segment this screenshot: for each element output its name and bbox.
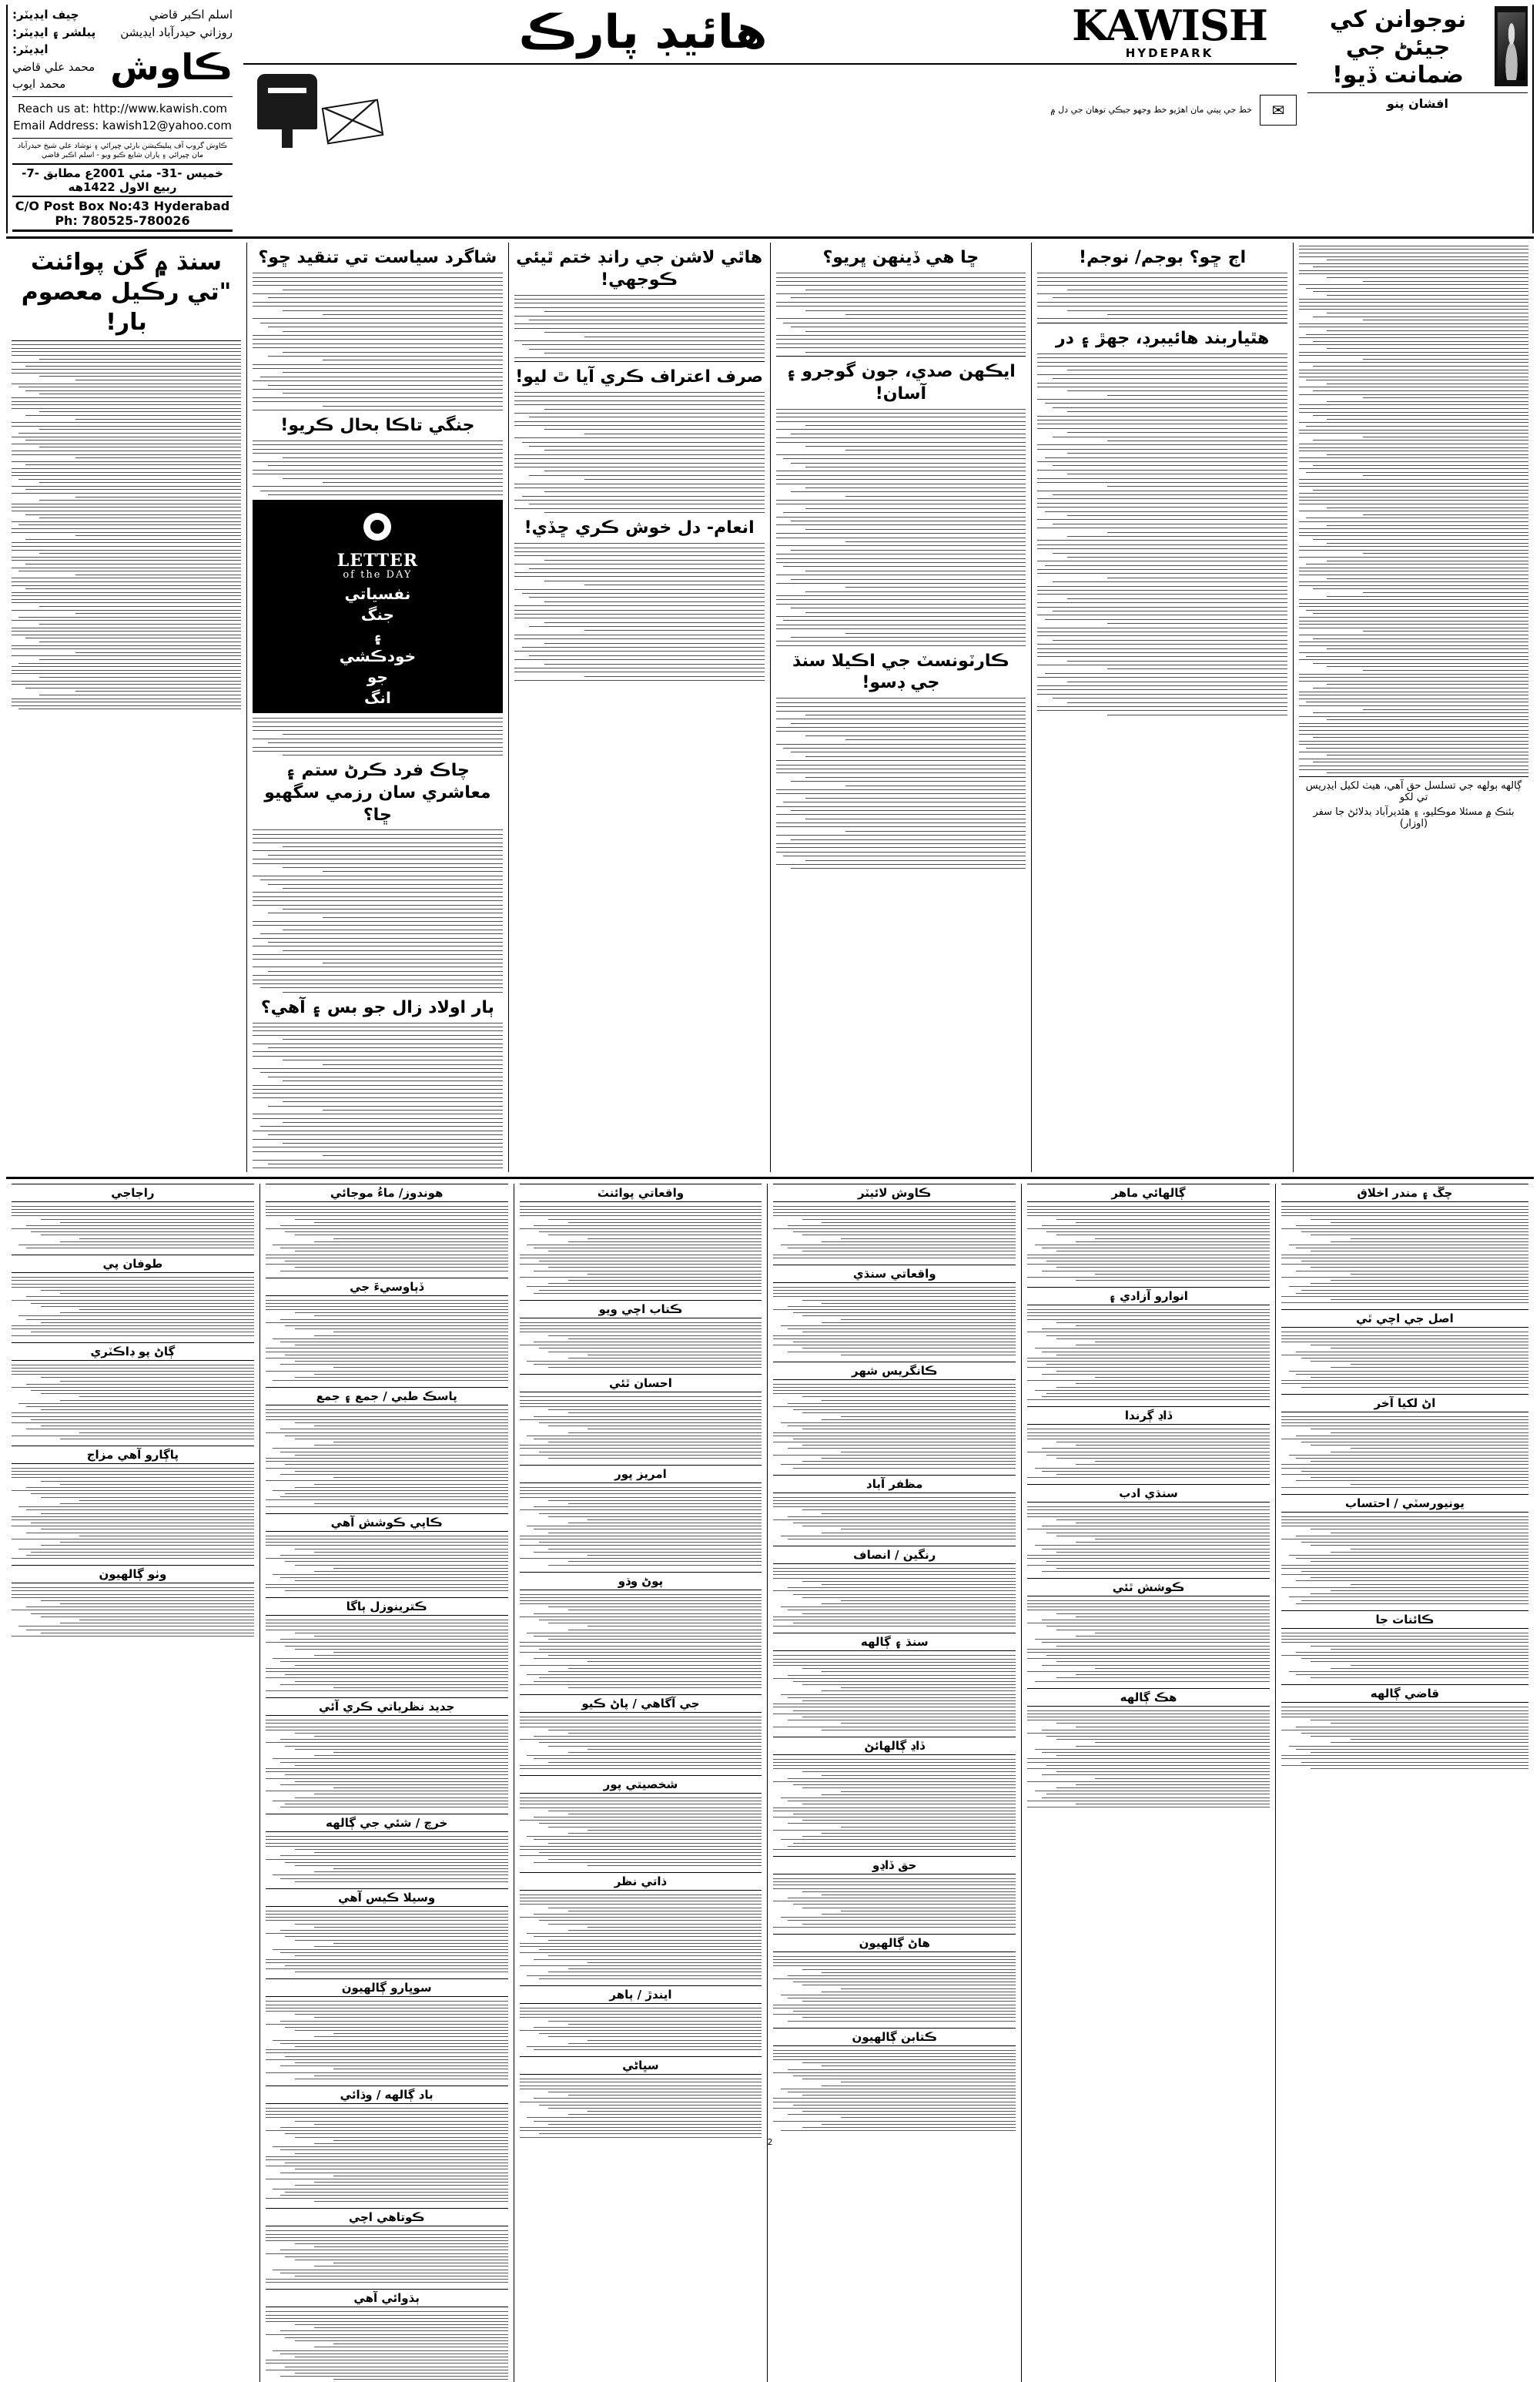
letter-heading[interactable]: احسان ٿئي	[520, 1374, 762, 1392]
letter-heading[interactable]: سنڌي ادب	[1027, 1484, 1270, 1503]
letter-body	[1027, 1710, 1270, 1808]
column-lead-right	[6, 243, 246, 1172]
email-line[interactable]: Email Address: kawish12@yahoo.com	[13, 119, 232, 132]
letter-heading[interactable]: هاڻ ڳالهيون	[773, 1934, 1016, 1952]
letters-column-6	[1276, 1184, 1534, 2382]
column-divider	[1275, 1184, 1276, 2382]
mailbox-illustration	[243, 68, 386, 152]
feature-body-text	[1299, 246, 1528, 773]
postbox-line: C/O Post Box No:43 Hyderabad Ph: 780525-780026	[12, 197, 233, 232]
letter-heading[interactable]: ذاتي نظر	[520, 1872, 762, 1891]
letter-heading[interactable]: قاضي ڳالهه	[1281, 1684, 1528, 1703]
col-d-headline-2[interactable]: ايڪهن صدي، جون گوجرو ۽ آسان!	[785, 361, 1016, 404]
letter-heading[interactable]: هڪ ڳالهه	[1027, 1688, 1270, 1707]
letter-heading[interactable]: ڪانگريس شهر	[773, 1362, 1016, 1380]
seal-icon	[355, 504, 400, 549]
letter-heading[interactable]: واقعاتي سنڌي	[773, 1265, 1016, 1283]
column-divider	[508, 243, 509, 1172]
kawish-english-logo: KAWISH	[1072, 1, 1267, 50]
letter-heading[interactable]: ڪوشش ٿئي	[1027, 1578, 1270, 1596]
letter-body	[520, 1322, 762, 1369]
letter-body	[266, 1300, 508, 1382]
letter-body	[520, 1594, 762, 1688]
letter-heading[interactable]: باد ڳالهه / وڌائي	[266, 2086, 508, 2104]
feature-footnote-1: ڳالهه ٻولهه جي تسلسل حق آهي، هيٺ لکيل ايڊريس تي لکو	[1305, 780, 1522, 804]
letter-body	[12, 1587, 254, 1637]
letter-heading[interactable]: ڪتابن ڳالهيون	[773, 2028, 1016, 2046]
letter-body	[773, 1384, 1016, 1469]
letter-body	[520, 1797, 762, 1866]
column-divider	[1031, 243, 1032, 1172]
lead-body-text	[12, 344, 241, 709]
letter-heading[interactable]: پوڻ وڌو	[520, 1572, 762, 1590]
editor-label-publisher: پبلشر ۽ ايڊيٽر:	[12, 25, 96, 39]
letter-body	[773, 1497, 1016, 1539]
letter-heading[interactable]: ڪوتاهي اچي	[266, 2208, 508, 2226]
top-article-section	[6, 243, 1534, 1172]
editor-value-editor2: محمد ايوب	[12, 77, 66, 91]
letter-heading[interactable]: شخصيتي پور	[520, 1775, 762, 1794]
letters-column-2	[260, 1184, 514, 2382]
col-b-body-4	[253, 829, 503, 992]
col-e-body-1	[1037, 273, 1287, 319]
letter-body	[1027, 1206, 1270, 1281]
letter-body	[520, 1895, 762, 1979]
editor-row	[12, 41, 107, 59]
letter-body	[266, 2230, 508, 2283]
letter-heading[interactable]: طوفان پي	[12, 1255, 254, 1273]
editor-value-publisher: روزاني حيدرآباد ايڊيشن	[120, 25, 233, 39]
editor-label-editor: ايڊيٽر:	[12, 42, 49, 56]
letter-body	[520, 2079, 762, 2137]
editor-value-editor: محمد علي قاضي	[12, 59, 95, 74]
page-number: 2	[767, 2137, 773, 2147]
letter-body	[12, 1365, 254, 1439]
col-c-body-3	[514, 543, 765, 681]
letter-body	[266, 2311, 508, 2380]
col-b-headline-4[interactable]: ٻار اولاد زال جو بس ۽ آهي؟	[260, 997, 494, 1017]
letters-column-3	[514, 1184, 768, 2382]
letter-body	[12, 1468, 254, 1559]
letter-heading[interactable]: پاسڪ طبي / جمع ۽ جمع	[266, 1387, 508, 1405]
letter-body	[520, 1396, 762, 1459]
lotd-en-title: LETTER	[336, 551, 418, 571]
letter-heading[interactable]: يونيورسٽي / احتساب	[1281, 1494, 1528, 1513]
col-b-headline-1[interactable]: شاگرد سياست تي تنقيد ڇو؟	[258, 248, 497, 268]
column-divider	[1021, 1184, 1022, 2382]
author-photo	[1495, 6, 1528, 86]
letter-heading[interactable]: چڱ ۽ مندر اخلاق	[1281, 1184, 1528, 1202]
editor-row	[12, 24, 233, 42]
lotd-sd-4: خودڪشي	[339, 646, 417, 665]
letter-of-the-day-badge	[253, 500, 503, 713]
col-d-body-2	[776, 409, 1026, 646]
letter-heading[interactable]: وٺو ڳالهيون	[12, 1565, 254, 1583]
letter-body	[773, 1956, 1016, 2022]
lotd-sd-5: جو	[367, 667, 388, 686]
letter-body	[266, 1720, 508, 1807]
letter-heading[interactable]: سڀاڻي	[520, 2056, 762, 2075]
date-line: خميس -31- مئي 2001ع مطابق -7- ربيع الاول 1422هه	[12, 163, 233, 197]
column-divider	[1293, 243, 1294, 1172]
letter-heading[interactable]: واقعاتي پوائنٽ	[520, 1184, 762, 1202]
letter-body	[266, 1409, 508, 1507]
letter-heading[interactable]: جي آگاهي / پاڻ ڪيو	[520, 1694, 762, 1713]
feature-footnote-2: بئنڪ ۾ مسئلا موڪليو، ۽ هئديرآباد بدلائڻ جا سفر (اوزار)	[1313, 806, 1515, 830]
letter-body	[12, 1277, 254, 1335]
col-b-headline-3[interactable]: چاڪ فرد ڪرڻ ستم ۽ معاشري سان رزمي سگهيو ڇا؟	[264, 761, 491, 825]
letter-heading[interactable]: جديد نظرياتي ڪري آئي	[266, 1697, 508, 1716]
letters-column-5	[1022, 1184, 1275, 2382]
hydepark-english-sub: HYDEPARK	[1125, 46, 1214, 60]
letter-heading[interactable]: ٻڌوائي آهي	[266, 2289, 508, 2307]
letter-body	[773, 2050, 1016, 2132]
masthead-feature-block	[1303, 5, 1534, 233]
letter-heading[interactable]: سنڌ ۽ ڳالهه	[773, 1633, 1016, 1651]
letter-body	[266, 1536, 508, 1591]
letter-body	[12, 1206, 254, 1248]
letter-body	[520, 1206, 762, 1294]
letter-heading[interactable]: پاڳارو آهي مزاج	[12, 1446, 254, 1464]
letter-heading[interactable]: ايندڙ / ٻاهر	[520, 1985, 762, 2004]
letter-heading[interactable]: خرچ / شئي جي ڳالهه	[266, 1814, 508, 1832]
letter-heading[interactable]: ڪترينوزل ٻاگا	[266, 1597, 508, 1616]
column-c	[509, 243, 770, 1172]
letter-body	[266, 1206, 508, 1271]
column-feature-left	[1294, 243, 1534, 1172]
column-b	[247, 243, 508, 1172]
letter-body	[520, 1717, 762, 1769]
col-b-body-3	[253, 718, 503, 756]
letter-body	[520, 2008, 762, 2050]
letter-body	[1281, 1633, 1528, 1679]
masthead-logo-block	[237, 1, 1303, 233]
lotd-sd-6: انگ	[363, 688, 391, 707]
letter-body	[1027, 1600, 1270, 1682]
col-e-headline-2[interactable]: هٿياربند هائيبرڊ، جهڙ ۽ در	[1056, 328, 1270, 348]
letter-body	[1281, 1707, 1528, 1769]
letter-body	[1027, 1429, 1270, 1478]
col-b-body-2	[253, 441, 503, 495]
letter-body	[1027, 1506, 1270, 1572]
lotd-sd-2: جنگ	[360, 605, 394, 624]
masthead-editorial-block	[6, 5, 237, 233]
letters-column-4	[768, 1184, 1021, 2382]
letter-heading[interactable]: سوڀارو ڳالهيون	[266, 1978, 508, 1997]
col-b-body-1	[253, 273, 503, 410]
col-b-headline-2[interactable]: جنگي تاڪا بحال ڪريو!	[280, 416, 475, 435]
letter-body	[1027, 1309, 1270, 1400]
letter-body	[1281, 1332, 1528, 1387]
lead-headline[interactable]: سنڌ ۾ گن پوائنٽ "تي رڪيل معصوم بار!	[21, 249, 232, 337]
letter-heading[interactable]: ڳاڻ پو ڊاڪٽري	[12, 1342, 254, 1361]
col-e-body-2	[1037, 353, 1287, 715]
letter-body	[1281, 1516, 1528, 1604]
letter-body	[773, 1759, 1016, 1850]
letter-heading[interactable]: ڏٻاوسيءَ جي	[266, 1278, 508, 1296]
letter-body	[773, 1568, 1016, 1627]
art-caption: خط جي پيتي مان اهڙيو خط وجهو جيڪي توهان جي دل ۾	[1050, 105, 1252, 116]
letter-body	[266, 2108, 508, 2202]
col-d-body-3	[776, 698, 1026, 869]
letters-section	[6, 1177, 1534, 2382]
letter-heading[interactable]: امريز پور	[520, 1465, 762, 1483]
column-divider	[767, 1184, 768, 2382]
col-c-headline-3[interactable]: انعام- دل خوش ڪري ڇڏي!	[524, 518, 755, 538]
letter-heading[interactable]: ڪاوش لائيٽر	[773, 1184, 1016, 1202]
website-line[interactable]: Reach us at: http://www.kawish.com	[18, 101, 227, 116]
masthead	[6, 1, 1534, 239]
letter-body	[266, 1620, 508, 1691]
letter-heading[interactable]: اڻ لکيا آخر	[1281, 1394, 1528, 1412]
feature-teaser-headline[interactable]: نوجوانن کي جيئڻ جي ضمانت ڏيو!	[1329, 6, 1467, 89]
col-d-headline-1[interactable]: ڇا هي ڏينهن ڀريو؟	[822, 248, 979, 268]
letter-heading[interactable]: ڪائنات جا	[1281, 1610, 1528, 1629]
letter-heading[interactable]: ڏاڍ ڳرندا	[1027, 1406, 1270, 1425]
letter-body	[773, 1287, 1016, 1355]
letter-body	[266, 1911, 508, 1973]
column-divider	[770, 243, 771, 1172]
col-b-body-5	[253, 1023, 503, 1169]
feature-teaser-author: افشان پنو	[1386, 96, 1449, 111]
editor-value-chief: اسلم اڪبر قاضي	[149, 8, 233, 22]
letter-body	[773, 1878, 1016, 1928]
col-d-body-1	[776, 273, 1026, 352]
letter-heading[interactable]: حق ڏاڍو	[773, 1856, 1016, 1874]
editor-row	[12, 6, 233, 24]
hydepark-sindhi-title: هائيڊ پارڪ	[518, 5, 768, 59]
letter-body	[773, 1206, 1016, 1258]
col-e-headline-1[interactable]: اڄ ڇو؟ بوجم/ نوجم!	[1079, 248, 1247, 268]
letter-heading[interactable]: ڏاڍ ڳالهائڻ	[773, 1737, 1016, 1755]
letter-heading[interactable]: انوارو آزادي ۽	[1027, 1287, 1270, 1305]
letter-body	[520, 1487, 762, 1566]
letter-body	[266, 2001, 508, 2079]
col-c-body-2	[514, 392, 765, 513]
letter-heading[interactable]: اصل جي اچي ٿي	[1281, 1309, 1528, 1328]
imprint-line: ڪاوش گروپ آف پبليڪيشن بارئي ڇپرائي ۽ نوشاد علي شيخ حيدرآباد مان ڇپرائي ۽ پاران شايع ڪيو ويو - اسلم اڪبر قاضي	[17, 141, 228, 160]
stamp-icon: ✉	[1260, 95, 1297, 126]
letters-column-1	[6, 1184, 259, 2382]
lotd-sd-3: ۽	[373, 625, 383, 645]
column-divider	[259, 1184, 260, 2382]
kawish-sindhi-logo: ڪاوش	[110, 45, 233, 88]
letter-heading[interactable]: وسيلا ڪيس آهي	[266, 1888, 508, 1907]
col-c-headline-2[interactable]: صرف اعتراف ڪري آيا ٿ ليو!	[515, 367, 764, 387]
col-d-headline-3[interactable]: ڪارٽونسٽ جي اڪيلا سنڌ جي ڊسو!	[792, 651, 1009, 693]
letter-heading[interactable]: رنگين / انصاف	[773, 1546, 1016, 1564]
column-e	[1032, 243, 1293, 1172]
letter-body	[773, 1655, 1016, 1730]
col-c-headline-1[interactable]: هاٿي لاشن جي رانڊ ختم ٿيئي ڪوجهي!	[516, 248, 763, 290]
letter-heading[interactable]: ڳالهائي ماهر	[1027, 1184, 1270, 1202]
letter-body	[1281, 1416, 1528, 1488]
letter-heading[interactable]: هوندوز/ ماءُ موجائي	[266, 1184, 508, 1202]
letter-heading[interactable]: ڪاپي ڪوشش آهي	[266, 1513, 508, 1532]
column-d	[771, 243, 1032, 1172]
lotd-sd-1: نفسياتي	[344, 584, 411, 603]
letter-body	[1281, 1206, 1528, 1304]
letter-heading[interactable]: راجاجي	[12, 1184, 254, 1202]
column-divider	[246, 243, 247, 1172]
lotd-en-sub: of the DAY	[343, 569, 413, 581]
letter-heading[interactable]: مظفر آباد	[773, 1475, 1016, 1493]
letter-body	[266, 1836, 508, 1882]
col-c-body-1	[514, 295, 765, 358]
editor-label-chief: چيف ايڊيٽر:	[12, 8, 79, 22]
letter-heading[interactable]: ڪتاب اچي ويو	[520, 1300, 762, 1318]
